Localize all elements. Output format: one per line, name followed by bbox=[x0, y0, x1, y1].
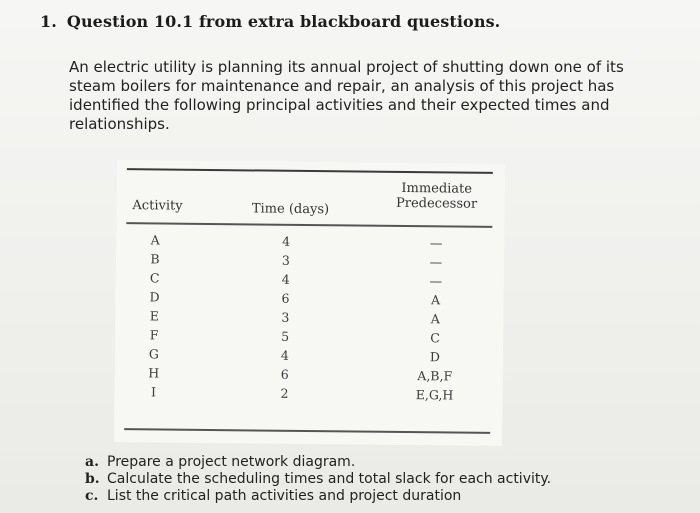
time-cell: 3 bbox=[281, 252, 291, 268]
activity-cell: E bbox=[149, 308, 160, 324]
predecessor-column bbox=[404, 233, 466, 405]
predecessor-cell: — bbox=[429, 254, 443, 270]
table-header-rule bbox=[126, 222, 492, 227]
predecessor-cell: E,G,H bbox=[415, 387, 454, 403]
problem-description bbox=[69, 58, 649, 134]
time-cell: 5 bbox=[281, 328, 290, 344]
header-predecessor-line2: Predecessor bbox=[395, 195, 478, 212]
predecessor-cell: D bbox=[429, 349, 441, 365]
task-item bbox=[85, 488, 551, 505]
time-column bbox=[269, 232, 301, 403]
activity-cell: H bbox=[148, 365, 160, 381]
header-time: Time (days) bbox=[251, 201, 330, 218]
task-letter: c. bbox=[85, 488, 99, 504]
task-letter: b. bbox=[85, 471, 100, 487]
header-activity: Activity bbox=[132, 198, 183, 214]
task-letter: a. bbox=[85, 454, 99, 470]
activity-cell: D bbox=[149, 289, 160, 305]
predecessor-cell: A bbox=[430, 311, 440, 327]
predecessor-cell: A bbox=[430, 292, 441, 308]
paragraph-line: identified the following principal activities and their expected times and bbox=[69, 96, 610, 114]
paragraph-line: An electric utility is planning its annual project of shutting down one of its bbox=[69, 58, 624, 76]
predecessor-cell: C bbox=[430, 330, 441, 346]
activity-cell: A bbox=[150, 232, 160, 248]
task-item bbox=[85, 454, 551, 471]
time-cell: 4 bbox=[282, 233, 291, 249]
activity-cell: G bbox=[148, 346, 160, 362]
activity-cell: F bbox=[149, 327, 159, 343]
question-heading bbox=[40, 12, 500, 31]
paragraph-line: relationships. bbox=[69, 115, 170, 133]
question-number: 1. bbox=[40, 12, 57, 31]
time-cell: 6 bbox=[281, 290, 290, 306]
task-text: Prepare a project network diagram. bbox=[107, 454, 356, 470]
activity-cell: I bbox=[151, 384, 157, 400]
question-title: Question 10.1 from extra blackboard questions. bbox=[66, 12, 501, 31]
task-text: List the critical path activities and project duration bbox=[107, 488, 462, 504]
time-cell: 4 bbox=[281, 271, 290, 287]
table-top-rule bbox=[127, 168, 493, 174]
header-predecessor-line1: Immediate bbox=[401, 180, 473, 197]
time-cell: 4 bbox=[280, 347, 290, 363]
activity-table bbox=[114, 160, 505, 446]
header-predecessor bbox=[388, 181, 484, 212]
predecessor-cell: A,B,F bbox=[417, 368, 453, 384]
time-cell: 6 bbox=[280, 366, 289, 382]
task-list bbox=[85, 454, 551, 505]
time-cell: 2 bbox=[280, 385, 289, 401]
paragraph-line: steam boilers for maintenance and repair, an analysis of this project has bbox=[69, 77, 615, 95]
predecessor-cell: — bbox=[429, 235, 443, 251]
predecessor-cell: — bbox=[429, 273, 443, 289]
task-item bbox=[85, 471, 551, 488]
task-text: Calculate the scheduling times and total slack for each activity. bbox=[107, 471, 552, 487]
time-cell: 3 bbox=[281, 309, 290, 325]
activity-column bbox=[138, 230, 170, 401]
activity-cell: B bbox=[150, 251, 160, 267]
table-bottom-rule bbox=[124, 428, 490, 433]
activity-cell: C bbox=[149, 270, 160, 286]
